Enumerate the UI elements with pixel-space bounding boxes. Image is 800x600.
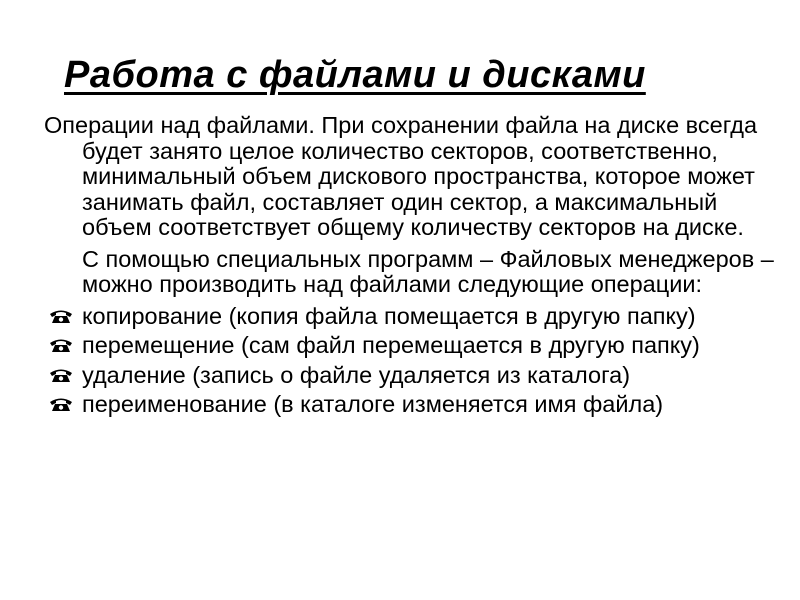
telephone-icon bbox=[48, 337, 74, 353]
list-item-text: копирование (копия файла помещается в другую папку) bbox=[82, 302, 696, 329]
slide-body bbox=[44, 113, 784, 418]
list-item-text: удаление (запись о файле удаляется из каталога) bbox=[82, 361, 631, 388]
telephone-icon bbox=[48, 367, 74, 383]
list-item-delete bbox=[44, 363, 784, 389]
slide-title: Работа с файлами и дисками bbox=[64, 54, 646, 96]
operations-list bbox=[44, 304, 784, 418]
list-item-move bbox=[44, 333, 784, 359]
list-item-copy bbox=[44, 304, 784, 330]
paragraph-file-operations: Операции над файлами. При сохранении файла на диске всегда будет занято целое количество секторов, соответственно, минимальный объем дискового пространства, которое может занимать файл, составляет один сектор, а максимальный объем соответствует общему количеству секторов на диске. bbox=[44, 112, 758, 240]
telephone-icon bbox=[48, 308, 74, 324]
list-item-rename bbox=[44, 392, 784, 418]
paragraph-file-managers: С помощью специальных программ – Файловых менеджеров – можно производить над файлами следующие операции: bbox=[82, 245, 774, 297]
telephone-icon bbox=[48, 396, 74, 412]
list-item-text: переименование (в каталоге изменяется имя файла) bbox=[82, 391, 664, 417]
list-item-text: перемещение (сам файл перемещается в другую папку) bbox=[82, 332, 700, 358]
